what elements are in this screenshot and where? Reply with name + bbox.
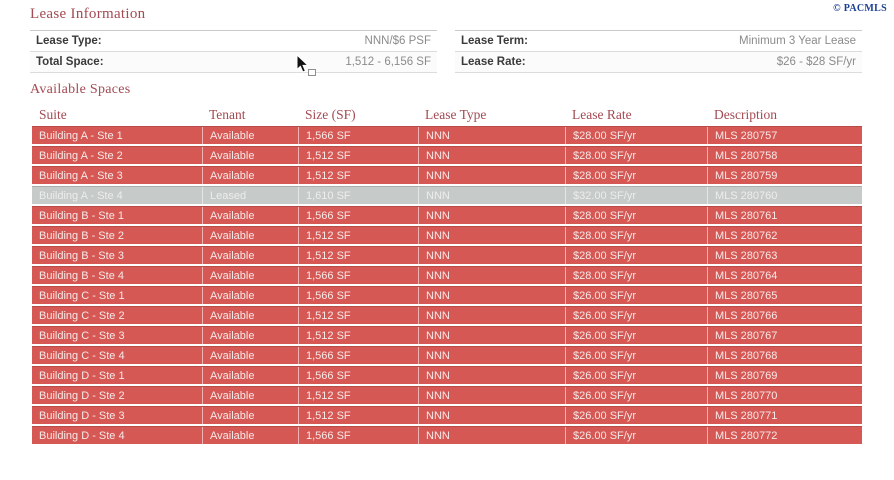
suite-cell: Building B - Ste 1 bbox=[39, 210, 124, 222]
lease-type-cell: NNN bbox=[418, 327, 565, 344]
lease-rate-cell: $26.00 SF/yr bbox=[565, 307, 707, 324]
column-header-lease-rate: Lease Rate bbox=[572, 106, 632, 122]
description-cell: MLS 280763 bbox=[707, 247, 862, 264]
lease-rate-cell: $26.00 SF/yr bbox=[565, 287, 707, 304]
size-cell: 1,512 SF bbox=[298, 387, 418, 404]
suite-cell: Building A - Ste 3 bbox=[39, 170, 123, 182]
description-cell: MLS 280767 bbox=[707, 327, 862, 344]
lease-type-cell: NNN bbox=[418, 167, 565, 184]
lease-type-cell: NNN bbox=[418, 427, 565, 444]
suite-cell: Building C - Ste 4 bbox=[39, 350, 125, 362]
suite-cell: Building D - Ste 2 bbox=[39, 390, 125, 402]
size-cell: 1,566 SF bbox=[298, 367, 418, 384]
table-row[interactable] bbox=[32, 366, 862, 384]
lease-rate-cell: $26.00 SF/yr bbox=[565, 427, 707, 444]
table-row[interactable] bbox=[32, 306, 862, 324]
size-cell: 1,566 SF bbox=[298, 267, 418, 284]
lease-type-cell: NNN bbox=[418, 147, 565, 164]
suite-cell: Building A - Ste 1 bbox=[39, 130, 123, 142]
table-row[interactable] bbox=[32, 226, 862, 244]
lease-rate-cell: $28.00 SF/yr bbox=[565, 127, 707, 144]
size-cell: 1,512 SF bbox=[298, 407, 418, 424]
size-cell: 1,566 SF bbox=[298, 347, 418, 364]
size-cell: 1,512 SF bbox=[298, 167, 418, 184]
size-cell: 1,512 SF bbox=[298, 307, 418, 324]
available-spaces-table bbox=[32, 103, 862, 446]
tenant-cell: Available bbox=[202, 387, 298, 404]
size-cell: 1,512 SF bbox=[298, 147, 418, 164]
table-row[interactable] bbox=[32, 326, 862, 344]
lease-rate-cell: $26.00 SF/yr bbox=[565, 407, 707, 424]
tenant-cell: Available bbox=[202, 267, 298, 284]
tenant-cell: Available bbox=[202, 227, 298, 244]
lease-rate-cell: $26.00 SF/yr bbox=[565, 347, 707, 364]
column-header-description: Description bbox=[714, 106, 777, 122]
suite-cell: Building A - Ste 2 bbox=[39, 150, 123, 162]
description-cell: MLS 280772 bbox=[707, 427, 862, 444]
lease-type-cell: NNN bbox=[418, 227, 565, 244]
table-row[interactable] bbox=[32, 186, 862, 204]
description-cell: MLS 280769 bbox=[707, 367, 862, 384]
lease-type-cell: NNN bbox=[418, 127, 565, 144]
table-row[interactable] bbox=[32, 406, 862, 424]
lease-type-cell: NNN bbox=[418, 387, 565, 404]
tenant-cell: Available bbox=[202, 287, 298, 304]
description-cell: MLS 280764 bbox=[707, 267, 862, 284]
lease-type-cell: NNN bbox=[418, 247, 565, 264]
size-cell: 1,512 SF bbox=[298, 247, 418, 264]
lease-type-cell: NNN bbox=[418, 367, 565, 384]
table-row[interactable] bbox=[32, 346, 862, 364]
table-row[interactable] bbox=[32, 126, 862, 144]
lease-summary-right bbox=[455, 30, 862, 73]
lease-type-cell: NNN bbox=[418, 287, 565, 304]
suite-cell: Building C - Ste 2 bbox=[39, 310, 125, 322]
table-row[interactable] bbox=[32, 146, 862, 164]
description-cell: MLS 280771 bbox=[707, 407, 862, 424]
lease-term-row bbox=[455, 31, 862, 52]
lease-summary-left bbox=[30, 30, 437, 73]
available-spaces-body bbox=[32, 126, 862, 444]
tenant-cell: Available bbox=[202, 327, 298, 344]
suite-cell: Building D - Ste 3 bbox=[39, 410, 125, 422]
column-header-tenant: Tenant bbox=[209, 106, 246, 122]
tenant-cell: Leased bbox=[202, 187, 298, 204]
suite-cell: Building D - Ste 1 bbox=[39, 370, 125, 382]
tenant-cell: Available bbox=[202, 247, 298, 264]
table-row[interactable] bbox=[32, 246, 862, 264]
description-cell: MLS 280762 bbox=[707, 227, 862, 244]
suite-cell: Building D - Ste 4 bbox=[39, 430, 125, 442]
lease-type-cell: NNN bbox=[418, 407, 565, 424]
suite-cell: Building B - Ste 4 bbox=[39, 270, 124, 282]
lease-type-value: NNN/$6 PSF bbox=[364, 34, 431, 47]
lease-term-value: Minimum 3 Year Lease bbox=[739, 34, 856, 47]
total-space-row bbox=[30, 52, 437, 73]
size-cell: 1,512 SF bbox=[298, 327, 418, 344]
table-row[interactable] bbox=[32, 286, 862, 304]
lease-rate-cell: $28.00 SF/yr bbox=[565, 227, 707, 244]
lease-information-title: Lease Information bbox=[30, 6, 146, 22]
lease-type-cell: NNN bbox=[418, 347, 565, 364]
suite-cell: Building B - Ste 3 bbox=[39, 250, 124, 262]
description-cell: MLS 280768 bbox=[707, 347, 862, 364]
lease-rate-cell: $28.00 SF/yr bbox=[565, 247, 707, 264]
description-cell: MLS 280765 bbox=[707, 287, 862, 304]
lease-type-cell: NNN bbox=[418, 207, 565, 224]
description-cell: MLS 280761 bbox=[707, 207, 862, 224]
total-space-label: Total Space: bbox=[36, 55, 104, 68]
available-spaces-header-row bbox=[32, 103, 862, 126]
table-row[interactable] bbox=[32, 266, 862, 284]
lease-rate-value: $26 - $28 SF/yr bbox=[776, 55, 856, 68]
lease-rate-row bbox=[455, 52, 862, 73]
tenant-cell: Available bbox=[202, 307, 298, 324]
size-cell: 1,566 SF bbox=[298, 127, 418, 144]
table-row[interactable] bbox=[32, 206, 862, 224]
pacmls-copyright: © PACMLS bbox=[833, 3, 887, 14]
lease-rate-cell: $28.00 SF/yr bbox=[565, 207, 707, 224]
description-cell: MLS 280758 bbox=[707, 147, 862, 164]
tenant-cell: Available bbox=[202, 367, 298, 384]
lease-type-cell: NNN bbox=[418, 267, 565, 284]
column-header-suite: Suite bbox=[39, 106, 67, 122]
column-header-lease-type: Lease Type bbox=[425, 106, 487, 122]
lease-type-label: Lease Type: bbox=[36, 34, 102, 47]
description-cell: MLS 280759 bbox=[707, 167, 862, 184]
lease-summary-tables bbox=[30, 30, 862, 73]
lease-rate-cell: $26.00 SF/yr bbox=[565, 387, 707, 404]
tenant-cell: Available bbox=[202, 347, 298, 364]
tenant-cell: Available bbox=[202, 207, 298, 224]
lease-rate-label: Lease Rate: bbox=[461, 55, 526, 68]
tenant-cell: Available bbox=[202, 127, 298, 144]
available-spaces-title: Available Spaces bbox=[30, 82, 131, 97]
column-header-size: Size (SF) bbox=[305, 106, 356, 122]
lease-rate-cell: $28.00 SF/yr bbox=[565, 167, 707, 184]
lease-rate-cell: $28.00 SF/yr bbox=[565, 147, 707, 164]
lease-rate-cell: $28.00 SF/yr bbox=[565, 267, 707, 284]
table-row[interactable] bbox=[32, 426, 862, 444]
lease-type-cell: NNN bbox=[418, 307, 565, 324]
lease-type-row bbox=[30, 31, 437, 52]
table-row[interactable] bbox=[32, 166, 862, 184]
suite-cell: Building A - Ste 4 bbox=[39, 190, 123, 202]
size-cell: 1,610 SF bbox=[298, 187, 418, 204]
size-cell: 1,566 SF bbox=[298, 207, 418, 224]
tenant-cell: Available bbox=[202, 407, 298, 424]
lease-rate-cell: $26.00 SF/yr bbox=[565, 327, 707, 344]
lease-rate-cell: $26.00 SF/yr bbox=[565, 367, 707, 384]
description-cell: MLS 280757 bbox=[707, 127, 862, 144]
lease-rate-cell: $32.00 SF/yr bbox=[565, 187, 707, 204]
description-cell: MLS 280766 bbox=[707, 307, 862, 324]
lease-term-label: Lease Term: bbox=[461, 34, 528, 47]
tenant-cell: Available bbox=[202, 427, 298, 444]
description-cell: MLS 280760 bbox=[707, 187, 862, 204]
suite-cell: Building C - Ste 3 bbox=[39, 330, 125, 342]
table-row[interactable] bbox=[32, 386, 862, 404]
total-space-value: 1,512 - 6,156 SF bbox=[345, 55, 431, 68]
suite-cell: Building B - Ste 2 bbox=[39, 230, 124, 242]
tenant-cell: Available bbox=[202, 147, 298, 164]
size-cell: 1,566 SF bbox=[298, 427, 418, 444]
lease-type-cell: NNN bbox=[418, 187, 565, 204]
tenant-cell: Available bbox=[202, 167, 298, 184]
size-cell: 1,566 SF bbox=[298, 287, 418, 304]
size-cell: 1,512 SF bbox=[298, 227, 418, 244]
description-cell: MLS 280770 bbox=[707, 387, 862, 404]
suite-cell: Building C - Ste 1 bbox=[39, 290, 125, 302]
